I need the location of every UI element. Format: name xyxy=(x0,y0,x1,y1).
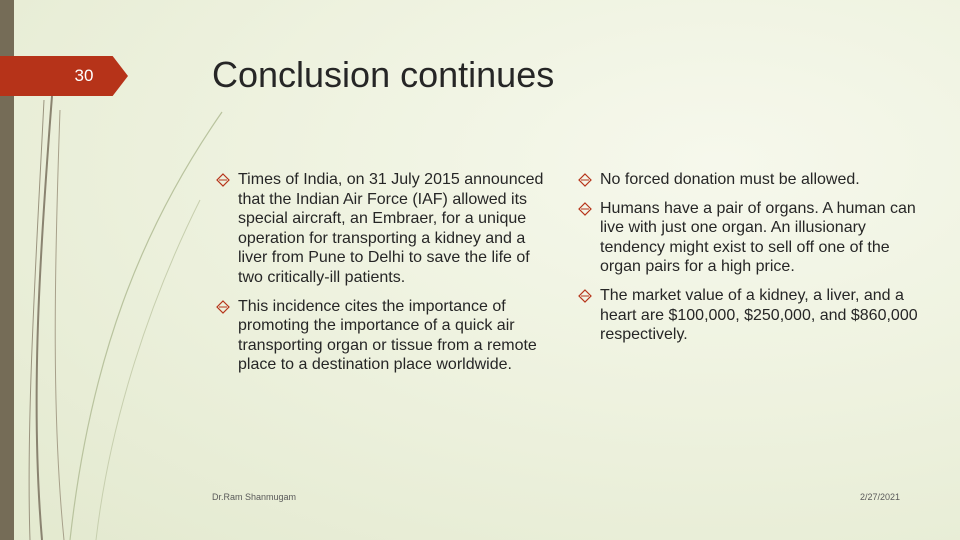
diamond-outline-icon xyxy=(216,173,230,187)
bullet-item xyxy=(578,199,918,277)
right-column xyxy=(578,170,918,354)
diamond-outline-icon xyxy=(578,202,592,216)
bullet-text: Times of India, on 31 July 2015 announced that the Indian Air Force (IAF) allowed its special aircraft, an Embraer, for a unique operation for transporting a kidney and a liver from Pune to Delhi to save the life of two critically-ill patients. xyxy=(238,171,544,286)
slide-title: Conclusion continues xyxy=(212,54,555,95)
bullet-text: Humans have a pair of organs. A human can live with just one organ. An illusionary tendency might exist to sell off one of the organ pairs for a high price. xyxy=(600,199,916,276)
bullet-text: No forced donation must be allowed. xyxy=(600,171,860,188)
bullet-item xyxy=(216,297,546,375)
bullet-text: The market value of a kidney, a liver, and a heart are $100,000, $250,000, and $860,000 respectively. xyxy=(600,286,918,344)
footer-date: 2/27/2021 xyxy=(859,492,900,502)
left-column xyxy=(216,170,546,384)
slide-number: 30 xyxy=(74,66,94,85)
bullet-text: This incidence cites the importance of promoting the importance of a quick air transporting organ or tissue from a remote place to a destination place worldwide. xyxy=(238,297,537,374)
footer-author: Dr.Ram Shanmugam xyxy=(212,492,297,502)
diamond-outline-icon xyxy=(216,300,230,314)
diamond-outline-icon xyxy=(578,173,592,187)
diamond-outline-icon xyxy=(578,289,592,303)
bullet-item xyxy=(216,170,546,288)
bullet-item xyxy=(578,286,918,345)
bullet-item xyxy=(578,170,918,190)
